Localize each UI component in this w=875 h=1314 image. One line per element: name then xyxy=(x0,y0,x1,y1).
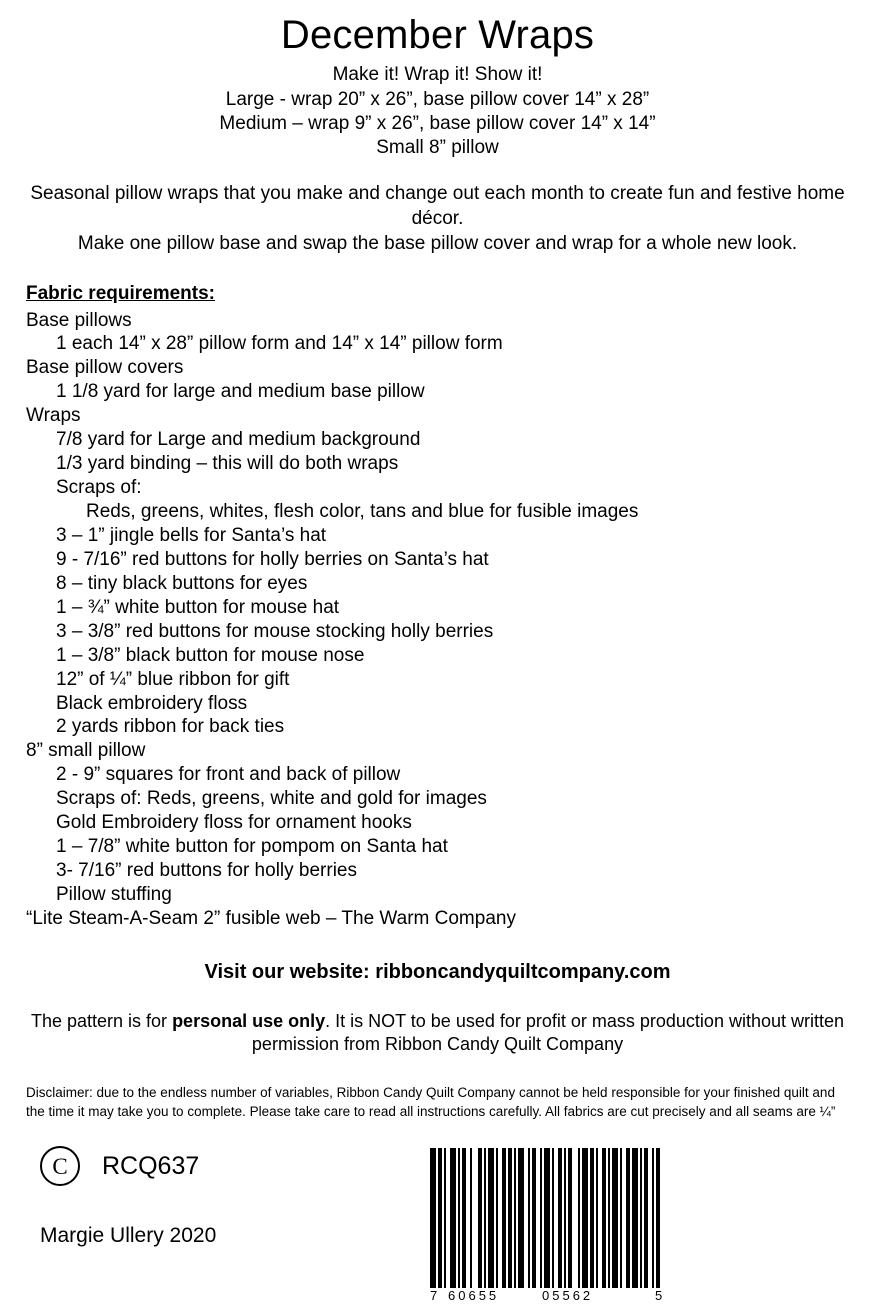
fabric-requirement-item: Base pillows xyxy=(26,309,132,331)
page-footer xyxy=(0,1124,875,1314)
fabric-requirement-item: Base pillow covers xyxy=(26,357,184,379)
fabric-requirement-item: 1 – 3/8” black button for mouse nose xyxy=(56,644,365,666)
usage-notice xyxy=(26,1010,849,1057)
barcode-digit-group2: 05562 xyxy=(542,1288,594,1303)
pattern-back-page xyxy=(0,14,875,1314)
website-label: Visit our website: xyxy=(204,960,370,983)
size-line-medium: Medium – wrap 9” x 26”, base pillow cover 14” x 14” xyxy=(219,112,656,134)
copyright-row xyxy=(40,1146,199,1186)
fabric-requirement-item: 1 – ¾” white button for mouse hat xyxy=(56,596,340,618)
fabric-requirement-item: Reds, greens, whites, flesh color, tans and blue for fusible images xyxy=(86,501,639,522)
fabric-requirement-item: 8” small pillow xyxy=(26,740,146,762)
fabric-requirement-item: Gold Embroidery floss for ornament hooks xyxy=(56,812,412,834)
size-line-small: Small 8” pillow xyxy=(376,137,499,159)
website-line xyxy=(0,961,875,984)
fabric-requirement-item: Black embroidery floss xyxy=(56,692,248,714)
fabric-requirement-item: 3 – 3/8” red buttons for mouse stocking holly berries xyxy=(56,620,494,642)
sku-code: RCQ637 xyxy=(102,1151,200,1180)
tagline: Make it! Wrap it! Show it! xyxy=(332,64,543,86)
usage-text-bold: personal use only xyxy=(172,1010,326,1031)
disclaimer-text: Disclaimer: due to the endless number of variables, Ribbon Candy Quilt Company cannot be held responsible for your finished quilt and the time it may take you to complete. Please take care to read all instructions carefully. All fabrics are cut precisely and all seams are ¼” xyxy=(26,1084,836,1119)
fabric-requirement-item: 8 – tiny black buttons for eyes xyxy=(56,572,308,594)
fabric-requirement-item: 1 – 7/8” white button for pompom on Santa hat xyxy=(56,836,448,858)
usage-text-pre: The pattern is for xyxy=(30,1010,173,1031)
barcode-digits xyxy=(430,1288,670,1306)
fabric-requirement-item: 7/8 yard for Large and medium background xyxy=(56,429,421,451)
fabric-requirement-item: 2 - 9” squares for front and back of pillow xyxy=(56,764,401,786)
fabric-requirement-item: 2 yards ribbon for back ties xyxy=(56,716,285,738)
fabric-requirements-list xyxy=(26,309,875,931)
copyright-icon: C xyxy=(40,1146,80,1186)
fabric-requirement-item: 1 each 14” x 28” pillow form and 14” x 14” pillow form xyxy=(56,333,503,355)
fabric-requirements-heading: Fabric requirements: xyxy=(26,282,215,304)
website-url[interactable]: ribboncandyquiltcompany.com xyxy=(375,960,671,983)
author-credit: Margie Ullery 2020 xyxy=(40,1224,217,1247)
size-line-large: Large - wrap 20” x 26”, base pillow cover 14” x 28” xyxy=(225,88,650,110)
barcode-digit-right: 5 xyxy=(655,1288,663,1303)
intro-paragraph xyxy=(26,182,849,256)
barcode-bars xyxy=(430,1148,670,1288)
fabric-requirement-item: 3 – 1” jingle bells for Santa’s hat xyxy=(56,524,327,546)
fabric-requirement-item: Scraps of: xyxy=(56,477,142,499)
fabric-requirement-item: “Lite Steam-A-Seam 2” fusible web – The Warm Company xyxy=(26,907,516,929)
barcode xyxy=(430,1148,670,1306)
fabric-requirement-item: 1/3 yard binding – this will do both wraps xyxy=(56,453,399,475)
fabric-requirement-item: 1 1/8 yard for large and medium base pillow xyxy=(56,381,425,403)
fabric-requirement-item: 3- 7/16” red buttons for holly berries xyxy=(56,860,357,882)
usage-text-post: . It is NOT to be used for profit or mass production without written permission from Ribbon Candy Quilt Company xyxy=(251,1010,844,1055)
barcode-digit-left: 7 xyxy=(430,1288,438,1303)
page-title: December Wraps xyxy=(280,13,595,57)
barcode-digit-group1: 60655 xyxy=(448,1288,500,1303)
fabric-requirement-item: Pillow stuffing xyxy=(56,884,172,905)
fabric-requirement-item: 9 - 7/16” red buttons for holly berries on Santa’s hat xyxy=(56,548,489,570)
fabric-requirement-item: 12” of ¼” blue ribbon for gift xyxy=(56,668,290,690)
intro-line-2: Make one pillow base and swap the base pillow cover and wrap for a whole new look. xyxy=(77,232,798,254)
fabric-requirement-item: Scraps of: Reds, greens, white and gold for images xyxy=(56,788,487,810)
fabric-requirement-item: Wraps xyxy=(26,405,81,427)
intro-line-1: Seasonal pillow wraps that you make and change out each month to create fun and festive home décor. xyxy=(30,183,845,230)
